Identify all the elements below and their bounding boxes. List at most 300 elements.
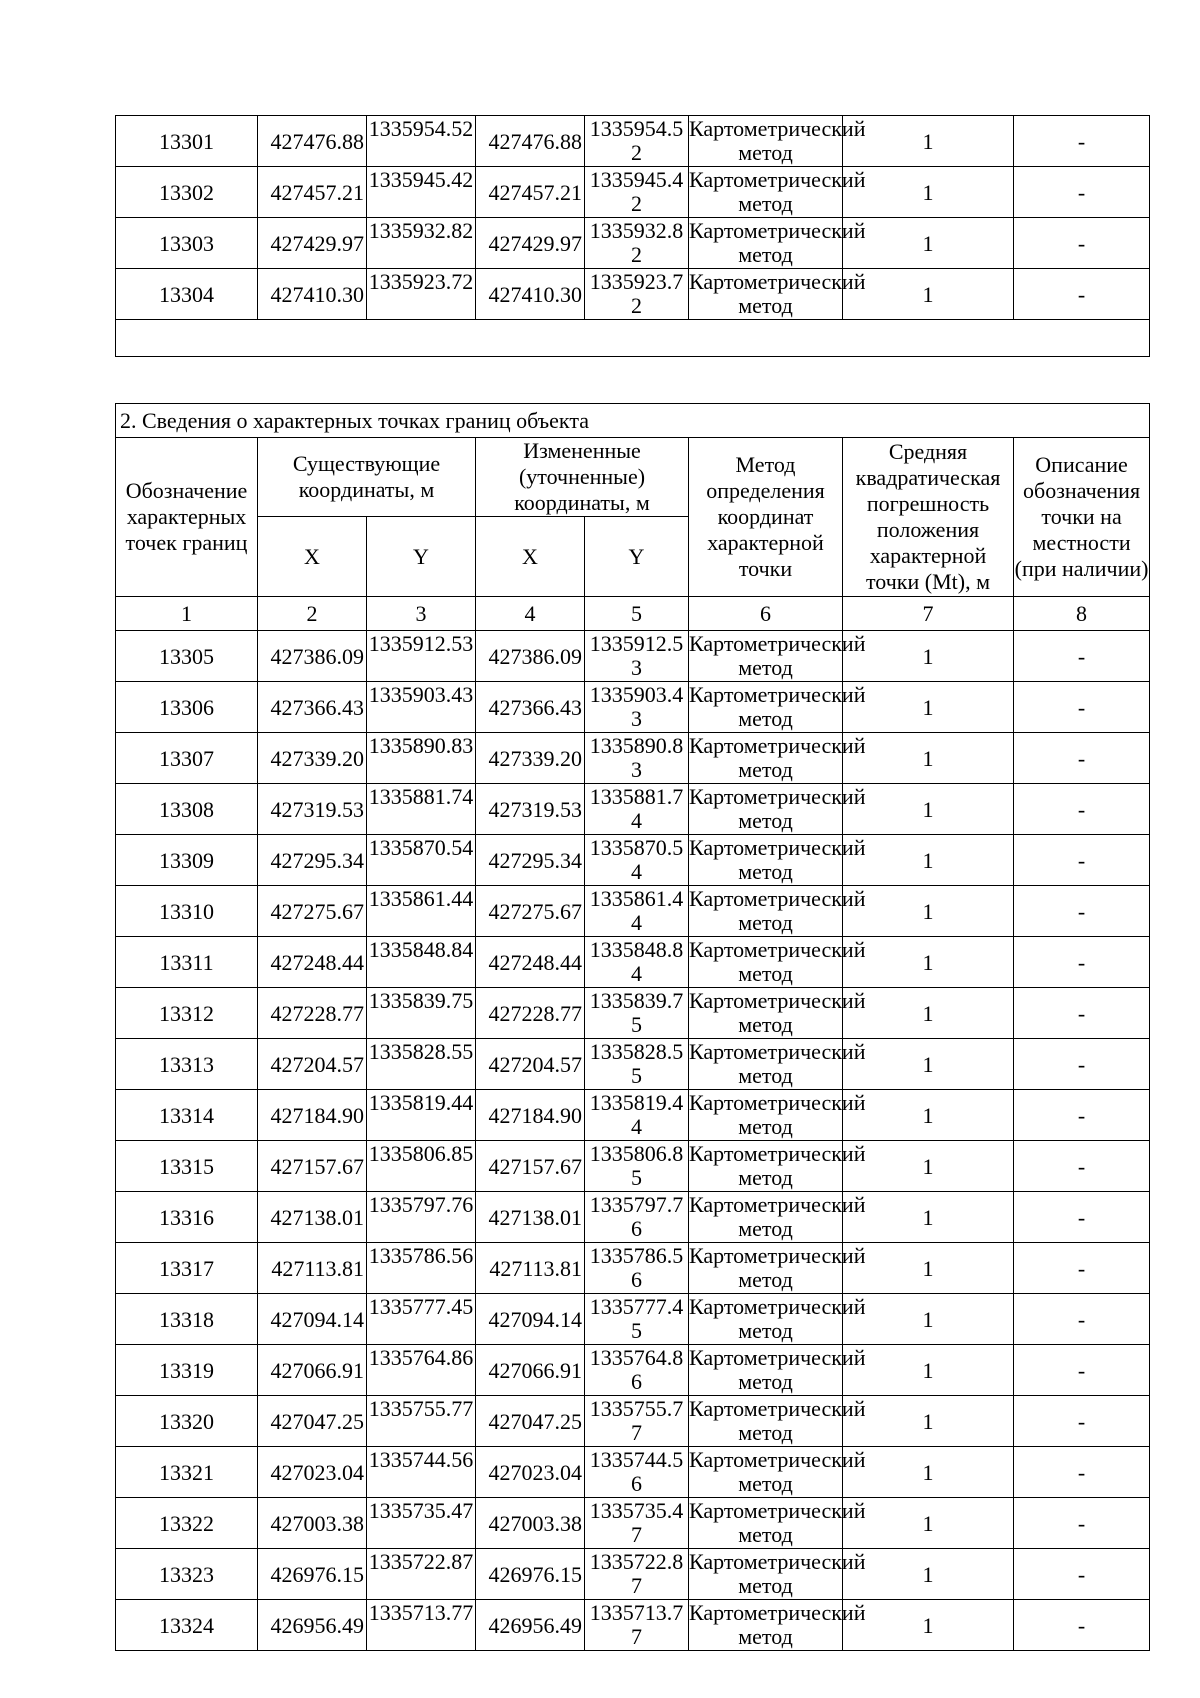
cell-changed-y-value: 1335819.44 [589,1090,684,1139]
cell-description: - [1014,988,1150,1039]
cell-description: - [1014,733,1150,784]
cell-changed-y [585,1243,689,1294]
cell-changed-y [585,1600,689,1651]
cell-existing-y [367,167,476,218]
cell-point-id: 13318 [116,1294,258,1345]
cell-existing-y-value: 1335828.55 [368,1039,474,1064]
cell-method-value: Картометрический метод [689,682,866,731]
cell-changed-y [585,733,689,784]
cell-changed-y [585,1498,689,1549]
column-numbers-row [116,597,1150,631]
table-row [116,886,1150,937]
cell-existing-y-value: 1335722.87 [368,1549,474,1574]
cell-changed-y-value: 1335839.75 [589,988,684,1037]
cell-point-id: 13306 [116,682,258,733]
cell-point-id: 13313 [116,1039,258,1090]
cell-changed-y [585,937,689,988]
cell-method [689,269,866,320]
cell-method [689,1396,866,1447]
cell-accuracy: 1 [843,1549,1014,1600]
header-row-1 [116,438,1150,517]
cell-accuracy: 1 [843,937,1014,988]
cell-method [689,1090,866,1141]
cell-method [689,218,866,269]
cell-description: - [1014,167,1150,218]
cell-description: - [1014,1090,1150,1141]
cell-existing-y-value: 1335861.44 [368,886,474,911]
cell-method-value: Картометрический метод [689,1243,866,1292]
table2-body [116,631,1150,1651]
cell-changed-x: 426956.49 [476,1600,585,1651]
header-accuracy: Средняя квадратическая погрешность положения характерной точки (Mt), м [843,438,1014,597]
table-row [116,682,1150,733]
cell-changed-y-value: 1335777.45 [589,1294,684,1343]
cell-point-id: 13317 [116,1243,258,1294]
column-number: 2 [258,597,367,631]
cell-method-value: Картометрический метод [689,1141,866,1190]
cell-existing-x: 427023.04 [258,1447,367,1498]
header-changed-y: Y [585,517,689,597]
header-description: Описание обозначения точки на местности (при наличии) [1014,438,1150,597]
cell-method [689,682,866,733]
cell-existing-y-value: 1335912.53 [368,631,474,656]
cell-existing-x: 427066.91 [258,1345,367,1396]
cell-accuracy: 1 [843,1396,1014,1447]
cell-accuracy: 1 [843,167,1014,218]
cell-existing-y [367,1192,476,1243]
cell-existing-y [367,937,476,988]
cell-changed-y [585,218,689,269]
header-existing-x: X [258,517,367,597]
table-row [116,1141,1150,1192]
cell-changed-y-value: 1335797.76 [589,1192,684,1241]
cell-changed-y-value: 1335786.56 [589,1243,684,1292]
table-row [116,988,1150,1039]
cell-changed-y-value: 1335764.86 [589,1345,684,1394]
cell-changed-x: 427339.20 [476,733,585,784]
boundary-points-table [115,403,1150,1651]
cell-description: - [1014,784,1150,835]
boundary-points-table-continued [115,115,1150,357]
cell-changed-y-value: 1335912.53 [589,631,684,680]
cell-accuracy: 1 [843,218,1014,269]
cell-method-value: Картометрический метод [689,1447,866,1496]
cell-method-value: Картометрический метод [689,1600,866,1649]
cell-method [689,835,866,886]
cell-existing-x: 426976.15 [258,1549,367,1600]
cell-changed-y-value: 1335932.82 [589,218,684,267]
cell-description: - [1014,682,1150,733]
cell-method-value: Картометрический метод [689,937,866,986]
cell-accuracy: 1 [843,1600,1014,1651]
cell-existing-y-value: 1335744.56 [368,1447,474,1472]
cell-changed-y-value: 1335903.43 [589,682,684,731]
cell-changed-y-value: 1335744.56 [589,1447,684,1496]
cell-changed-x: 427275.67 [476,886,585,937]
cell-existing-y [367,733,476,784]
cell-existing-y [367,682,476,733]
cell-existing-y [367,1498,476,1549]
cell-existing-y [367,631,476,682]
cell-existing-y-value: 1335777.45 [368,1294,474,1319]
cell-accuracy: 1 [843,1090,1014,1141]
table-row [116,1600,1150,1651]
cell-method-value: Картометрический метод [689,886,866,935]
table-row [116,1294,1150,1345]
cell-method [689,631,866,682]
cell-point-id: 13303 [116,218,258,269]
table-row [116,1039,1150,1090]
cell-changed-y-value: 1335735.47 [589,1498,684,1547]
cell-changed-y-value: 1335954.52 [589,116,684,165]
cell-changed-y [585,1345,689,1396]
column-number: 8 [1014,597,1150,631]
cell-existing-x: 427184.90 [258,1090,367,1141]
cell-changed-y [585,1294,689,1345]
cell-accuracy: 1 [843,1498,1014,1549]
cell-existing-y [367,218,476,269]
cell-changed-y [585,631,689,682]
cell-existing-y-value: 1335923.72 [368,269,474,294]
cell-method [689,988,866,1039]
cell-accuracy: 1 [843,1039,1014,1090]
column-number: 7 [843,597,1014,631]
cell-changed-x: 427319.53 [476,784,585,835]
cell-changed-y-value: 1335881.74 [589,784,684,833]
cell-existing-y-value: 1335839.75 [368,988,474,1013]
cell-point-id: 13311 [116,937,258,988]
table1-body [116,116,1150,320]
cell-point-id: 13302 [116,167,258,218]
cell-accuracy: 1 [843,1192,1014,1243]
cell-existing-y [367,835,476,886]
table2-header-body [116,404,1150,631]
cell-method-value: Картометрический метод [689,988,866,1037]
table-row [116,1549,1150,1600]
cell-changed-x: 427138.01 [476,1192,585,1243]
cell-method [689,1498,866,1549]
cell-description: - [1014,1345,1150,1396]
cell-existing-y-value: 1335870.54 [368,835,474,860]
column-number: 3 [367,597,476,631]
cell-point-id: 13305 [116,631,258,682]
cell-method-value: Картометрический метод [689,116,866,165]
cell-method-value: Картометрический метод [689,1039,866,1088]
cell-method-value: Картометрический метод [689,1498,866,1547]
cell-changed-x: 427157.67 [476,1141,585,1192]
cell-existing-y [367,988,476,1039]
cell-changed-y-value: 1335848.84 [589,937,684,986]
cell-existing-x: 427457.21 [258,167,367,218]
cell-accuracy: 1 [843,116,1014,167]
table-row [116,269,1150,320]
cell-changed-x: 427047.25 [476,1396,585,1447]
cell-accuracy: 1 [843,784,1014,835]
cell-existing-y [367,116,476,167]
cell-existing-y [367,269,476,320]
cell-changed-y-value: 1335828.55 [589,1039,684,1088]
cell-accuracy: 1 [843,1447,1014,1498]
cell-accuracy: 1 [843,988,1014,1039]
header-existing-y: Y [367,517,476,597]
cell-point-id: 13307 [116,733,258,784]
cell-changed-x: 427410.30 [476,269,585,320]
cell-existing-y [367,784,476,835]
cell-description: - [1014,116,1150,167]
cell-description: - [1014,269,1150,320]
cell-changed-y [585,682,689,733]
column-number: 5 [585,597,689,631]
table-row [116,937,1150,988]
table-row [116,784,1150,835]
cell-changed-y [585,1447,689,1498]
cell-existing-y-value: 1335945.42 [368,167,474,192]
table-row [116,1192,1150,1243]
cell-method [689,886,866,937]
cell-accuracy: 1 [843,1141,1014,1192]
table-row [116,1396,1150,1447]
cell-existing-y [367,1396,476,1447]
cell-method [689,167,866,218]
cell-changed-y [585,1039,689,1090]
cell-existing-y [367,1549,476,1600]
header-designation: Обозначение характерных точек границ [116,438,258,597]
cell-method [689,1345,866,1396]
cell-method [689,1039,866,1090]
cell-description: - [1014,1039,1150,1090]
cell-changed-x: 427023.04 [476,1447,585,1498]
cell-changed-y [585,886,689,937]
cell-existing-y [367,1243,476,1294]
table-row [116,733,1150,784]
cell-method-value: Картометрический метод [689,218,866,267]
cell-changed-y-value: 1335722.87 [589,1549,684,1598]
cell-description: - [1014,1192,1150,1243]
cell-method-value: Картометрический метод [689,784,866,833]
cell-changed-x: 427248.44 [476,937,585,988]
cell-method [689,733,866,784]
cell-existing-y [367,886,476,937]
cell-method-value: Картометрический метод [689,167,866,216]
cell-accuracy: 1 [843,682,1014,733]
cell-existing-y [367,1090,476,1141]
cell-changed-x: 427113.81 [476,1243,585,1294]
cell-changed-y [585,116,689,167]
cell-existing-y-value: 1335806.85 [368,1141,474,1166]
cell-existing-x: 427157.67 [258,1141,367,1192]
cell-existing-x: 427366.43 [258,682,367,733]
cell-existing-x: 427275.67 [258,886,367,937]
cell-existing-x: 427295.34 [258,835,367,886]
cell-method-value: Картометрический метод [689,835,866,884]
cell-description: - [1014,1141,1150,1192]
cell-method [689,937,866,988]
cell-description: - [1014,1498,1150,1549]
cell-point-id: 13310 [116,886,258,937]
cell-existing-y-value: 1335890.83 [368,733,474,758]
cell-changed-x: 427184.90 [476,1090,585,1141]
cell-changed-x: 427295.34 [476,835,585,886]
header-changed-coords: Измененные (уточненные) координаты, м [476,438,689,517]
cell-description: - [1014,218,1150,269]
cell-existing-x: 427429.97 [258,218,367,269]
cell-existing-y-value: 1335786.56 [368,1243,474,1268]
cell-method [689,1141,866,1192]
cell-existing-x: 427476.88 [258,116,367,167]
cell-existing-y [367,1141,476,1192]
blank-cell [116,320,1150,357]
cell-accuracy: 1 [843,733,1014,784]
header-changed-x: X [476,517,585,597]
cell-point-id: 13316 [116,1192,258,1243]
cell-description: - [1014,1243,1150,1294]
cell-existing-y-value: 1335903.43 [368,682,474,707]
cell-changed-x: 427476.88 [476,116,585,167]
cell-accuracy: 1 [843,835,1014,886]
table-row [116,835,1150,886]
header-existing-coords: Существующие координаты, м [258,438,476,517]
cell-method-value: Картометрический метод [689,631,866,680]
cell-point-id: 13309 [116,835,258,886]
cell-changed-y [585,1090,689,1141]
cell-point-id: 13312 [116,988,258,1039]
cell-existing-y-value: 1335932.82 [368,218,474,243]
cell-existing-y-value: 1335797.76 [368,1192,474,1217]
cell-existing-x: 427386.09 [258,631,367,682]
cell-existing-y-value: 1335735.47 [368,1498,474,1523]
cell-point-id: 13323 [116,1549,258,1600]
cell-method-value: Картометрический метод [689,1090,866,1139]
cell-description: - [1014,937,1150,988]
cell-changed-x: 427429.97 [476,218,585,269]
table-row [116,1345,1150,1396]
cell-existing-y-value: 1335764.86 [368,1345,474,1370]
section-title: 2. Сведения о характерных точках границ объекта [116,404,1150,438]
cell-existing-x: 427094.14 [258,1294,367,1345]
cell-method-value: Картометрический метод [689,1294,866,1343]
cell-changed-x: 427457.21 [476,167,585,218]
cell-changed-x: 427003.38 [476,1498,585,1549]
column-number: 1 [116,597,258,631]
cell-method [689,1243,866,1294]
cell-existing-y [367,1447,476,1498]
cell-existing-x: 426956.49 [258,1600,367,1651]
cell-point-id: 13314 [116,1090,258,1141]
cell-method-value: Картометрический метод [689,1549,866,1598]
cell-changed-y-value: 1335870.54 [589,835,684,884]
cell-existing-x: 427339.20 [258,733,367,784]
cell-changed-y [585,1141,689,1192]
cell-existing-x: 427410.30 [258,269,367,320]
cell-method [689,1192,866,1243]
table-row [116,1243,1150,1294]
cell-existing-x: 427113.81 [258,1243,367,1294]
cell-existing-y-value: 1335954.52 [368,116,474,141]
cell-existing-y-value: 1335819.44 [368,1090,474,1115]
table1-blank-body [116,320,1150,357]
cell-existing-y-value: 1335881.74 [368,784,474,809]
cell-changed-x: 427094.14 [476,1294,585,1345]
cell-existing-x: 427228.77 [258,988,367,1039]
cell-changed-y-value: 1335861.44 [589,886,684,935]
cell-changed-y-value: 1335755.77 [589,1396,684,1445]
cell-method [689,116,866,167]
cell-method-value: Картометрический метод [689,1192,866,1241]
cell-accuracy: 1 [843,269,1014,320]
cell-existing-x: 427204.57 [258,1039,367,1090]
cell-description: - [1014,631,1150,682]
cell-description: - [1014,835,1150,886]
cell-accuracy: 1 [843,1243,1014,1294]
cell-accuracy: 1 [843,886,1014,937]
table-row [116,116,1150,167]
cell-existing-y-value: 1335848.84 [368,937,474,962]
cell-existing-y [367,1600,476,1651]
cell-point-id: 13320 [116,1396,258,1447]
column-number: 6 [689,597,843,631]
cell-point-id: 13319 [116,1345,258,1396]
cell-description: - [1014,1294,1150,1345]
cell-changed-y [585,784,689,835]
cell-point-id: 13304 [116,269,258,320]
cell-method-value: Картометрический метод [689,1396,866,1445]
section-title-row [116,404,1150,438]
cell-existing-x: 427248.44 [258,937,367,988]
cell-changed-y-value: 1335890.83 [589,733,684,782]
cell-changed-y [585,835,689,886]
cell-method-value: Картометрический метод [689,733,866,782]
cell-method [689,1549,866,1600]
table-row [116,1447,1150,1498]
cell-changed-y [585,1192,689,1243]
cell-point-id: 13324 [116,1600,258,1651]
cell-description: - [1014,886,1150,937]
cell-existing-x: 427003.38 [258,1498,367,1549]
cell-changed-y-value: 1335806.85 [589,1141,684,1190]
cell-changed-x: 427204.57 [476,1039,585,1090]
cell-existing-y-value: 1335713.77 [368,1600,474,1625]
cell-method [689,1600,866,1651]
cell-existing-y-value: 1335755.77 [368,1396,474,1421]
cell-existing-y [367,1345,476,1396]
cell-existing-y [367,1039,476,1090]
blank-row [116,320,1150,357]
cell-point-id: 13322 [116,1498,258,1549]
cell-point-id: 13315 [116,1141,258,1192]
column-number: 4 [476,597,585,631]
cell-accuracy: 1 [843,631,1014,682]
cell-changed-x: 426976.15 [476,1549,585,1600]
cell-method-value: Картометрический метод [689,1345,866,1394]
cell-point-id: 13321 [116,1447,258,1498]
cell-method [689,784,866,835]
cell-changed-y-value: 1335945.42 [589,167,684,216]
cell-accuracy: 1 [843,1294,1014,1345]
cell-changed-x: 427066.91 [476,1345,585,1396]
cell-description: - [1014,1447,1150,1498]
cell-existing-x: 427319.53 [258,784,367,835]
cell-method-value: Картометрический метод [689,269,866,318]
cell-point-id: 13308 [116,784,258,835]
cell-changed-y [585,1396,689,1447]
cell-existing-x: 427138.01 [258,1192,367,1243]
cell-changed-x: 427366.43 [476,682,585,733]
cell-existing-x: 427047.25 [258,1396,367,1447]
header-method: Метод определения координат характерной точки [689,438,843,597]
cell-method [689,1294,866,1345]
table-row [116,218,1150,269]
table-row [116,1498,1150,1549]
